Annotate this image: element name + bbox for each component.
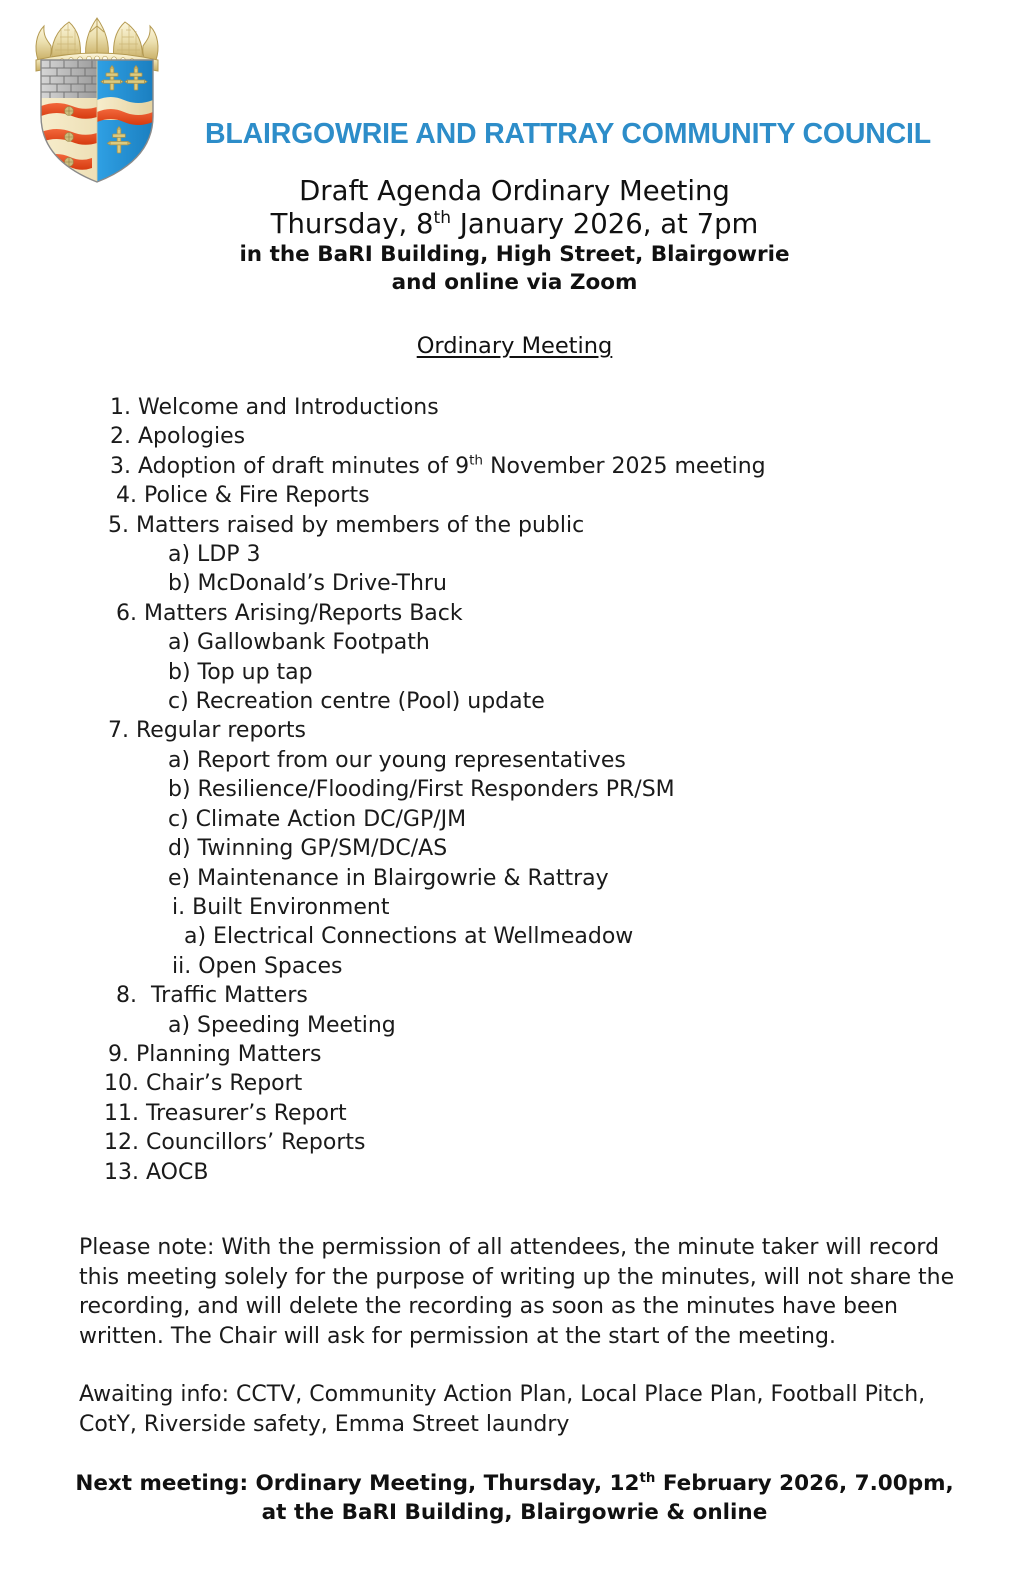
agenda-item-text: 9. Planning Matters [108,1041,322,1067]
agenda-item-text: e) Maintenance in Blairgowrie & Rattray [168,865,609,891]
notes-block [0,1233,1029,1440]
agenda-item [0,981,1029,1010]
agenda-item [0,893,1029,922]
agenda-item-text: c) Recreation centre (Pool) update [168,689,545,715]
agenda-item [0,746,1029,775]
agenda-item [0,511,1029,540]
next-meeting-footer [0,1469,1029,1527]
agenda-item-text: b) Resilience/Flooding/First Responders PR/SM [168,777,675,803]
agenda-item-text: 12. Councillors’ Reports [104,1130,366,1156]
meeting-subheading [0,175,1029,297]
agenda-item-text: November 2025 meeting [483,453,766,479]
next-meeting-line-2: at the BaRI Building, Blairgowrie & online [261,1499,768,1525]
section-heading [0,333,1029,359]
agenda-item-text: b) Top up tap [168,659,313,685]
document-header [0,0,1029,175]
recording-note: Please note: With the permission of all attendees, the minute taker will record this meeting solely for the purpose of writing up the minutes, will not share the recording, and will delete the recording as soon as the minutes have been written. The Chair will ask for permission at the start of the meeting. [79,1234,955,1349]
agenda-item [0,805,1029,834]
agenda-item-text: 7. Regular reports [108,718,307,744]
agenda-item-text: b) McDonald’s Drive-Thru [168,571,447,597]
agenda-item [0,1069,1029,1098]
agenda-item [0,599,1029,628]
agenda-item [0,1128,1029,1157]
subheading-venue: in the BaRI Building, High Street, Blairgowrie [239,242,790,267]
agenda-item [0,952,1029,981]
agenda-item [0,393,1029,422]
awaiting-info-note: Awaiting info: CCTV, Community Action Plan, Local Place Plan, Football Pitch, CotY, Riverside safety, Emma Street laundry [79,1382,926,1437]
agenda-item-text: 6. Matters Arising/Reports Back [116,600,463,626]
agenda-item-text: a) Speeding Meeting [168,1012,396,1038]
agenda-item-text: a) Report from our young representatives [168,747,626,773]
agenda-item [0,569,1029,598]
agenda-item [0,716,1029,745]
agenda-item-text: 1. Welcome and Introductions [110,395,439,420]
agenda-item-text: a) Gallowbank Footpath [168,630,430,656]
agenda-item [0,775,1029,804]
council-crest-icon [24,8,170,188]
subheading-online: and online via Zoom [391,270,638,295]
meeting-date-suffix: January 2026, at 7pm [451,208,759,240]
agenda-item [0,658,1029,687]
next-meeting-prefix: Next meeting: Ordinary Meeting, Thursday, 12 [75,1470,640,1496]
agenda-item [0,422,1029,451]
agenda-item-text: 5. Matters raised by members of the public [108,512,585,538]
agenda-item-text: a) LDP 3 [168,542,261,568]
agenda-item-text: d) Twinning GP/SM/DC/AS [168,836,448,862]
agenda-item-text: a) Electrical Connections at Wellmeadow [184,924,634,950]
agenda-item [0,481,1029,510]
agenda-item-text: i. Built Environment [172,894,390,920]
agenda-item [0,1040,1029,1069]
agenda-item [0,922,1029,951]
section-heading-text: Ordinary Meeting [416,333,613,359]
subheading-line-2 [0,208,1029,241]
next-meeting-line-1 [0,1469,1029,1498]
agenda-item-text: c) Climate Action DC/GP/JM [168,806,467,832]
agenda-list [0,393,1029,1187]
agenda-item-text: 10. Chair’s Report [104,1071,303,1097]
agenda-item-text: 3. Adoption of draft minutes of 9 [110,453,470,479]
agenda-item [0,1011,1029,1040]
date-ordinal-suffix: th [433,207,451,228]
subheading-line-1: Draft Agenda Ordinary Meeting [299,175,730,207]
agenda-item [0,540,1029,569]
agenda-item-text: ii. Open Spaces [172,953,343,979]
agenda-item-text: 11. Treasurer’s Report [104,1100,347,1126]
page-title: BLAIRGOWRIE AND RATTRAY COMMUNITY COUNCIL [205,118,931,150]
agenda-item [0,1099,1029,1128]
agenda-item [0,864,1029,893]
date-ordinal-suffix: th [469,452,484,469]
meeting-date-prefix: Thursday, 8 [270,208,434,240]
next-meeting-suffix: February 2026, 7.00pm, [655,1470,954,1496]
agenda-item-text: 13. AOCB [104,1159,209,1185]
agenda-item [0,834,1029,863]
agenda-item [0,687,1029,716]
shield-shape [41,60,153,184]
agenda-item-text: 4. Police & Fire Reports [116,483,370,509]
agenda-item-text: 2. Apologies [110,424,246,450]
agenda-item [0,1158,1029,1187]
agenda-item [0,452,1029,481]
agenda-item [0,628,1029,657]
agenda-item-text: 8. Traffic Matters [116,983,308,1009]
next-meeting-ordinal-suffix: th [639,1470,656,1486]
